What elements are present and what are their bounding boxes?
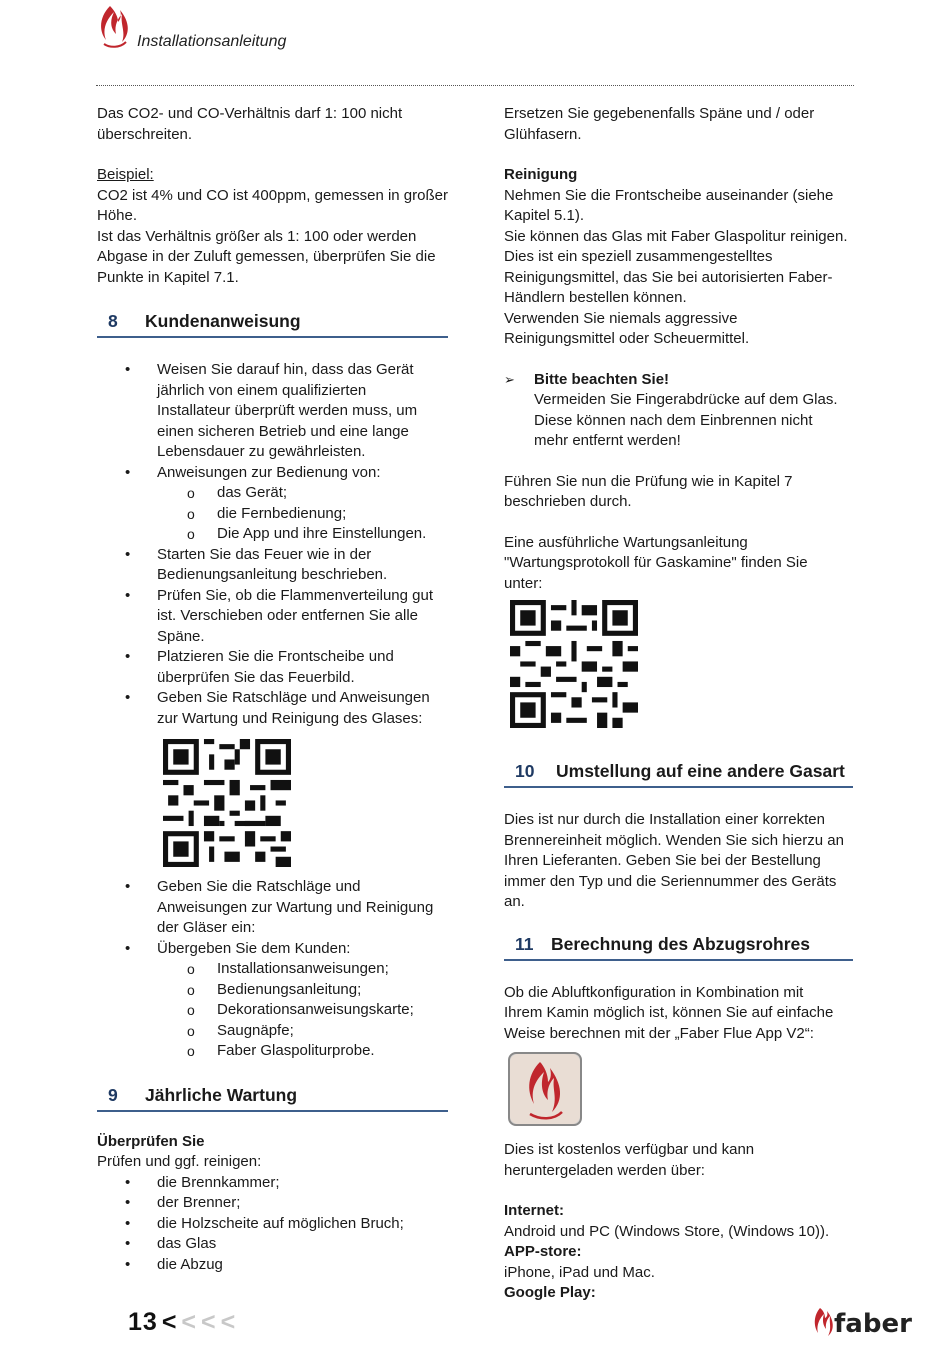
- chevron-left-icon: <: [220, 1308, 237, 1336]
- sub-list-item: o Saugnäpfe;: [157, 1021, 457, 1042]
- qr-code-maintenance-protocol[interactable]: [510, 600, 638, 728]
- cleaning-line: Reinigungsmittel, das Sie bei autorisierten Faber-: [504, 268, 833, 286]
- gas-change-line: an.: [504, 893, 525, 910]
- test-line: Führen Sie nun die Prüfung wie in Kapitel 7: [504, 472, 793, 490]
- intro-line: Das CO2- und CO-Verhältnis darf 1: 100 nicht: [97, 105, 403, 122]
- chevron-left-icon: <: [201, 1308, 217, 1336]
- flue-calc-line: Ob die Abluftkonfiguration in Kombination mit: [504, 983, 804, 1001]
- googleplay-label: Google Play:: [504, 1284, 596, 1301]
- faber-flame-logo-icon: [96, 4, 132, 50]
- page-number: 13 < < < <: [128, 1308, 237, 1336]
- list-item: • die Brennkammer;: [97, 1173, 457, 1194]
- cleaning-label: Reinigung: [504, 166, 578, 183]
- section-heading-9: 9 Jährliche Wartung: [97, 1084, 448, 1112]
- internet-text: Android und PC (Windows Store, (Windows 10)).: [504, 1222, 830, 1240]
- sub-list: [157, 959, 457, 1062]
- appstore-label: APP-store:: [504, 1243, 582, 1260]
- list-item: • die Abzug: [97, 1255, 457, 1276]
- list-item: • Geben Sie Ratschläge und Anweisungen zur Wartung und Reinigung des Glases:: [97, 688, 457, 729]
- check-list: [97, 1173, 457, 1276]
- flame-icon: [815, 1308, 833, 1336]
- list-item: • Weisen Sie darauf hin, dass das Gerät jährlich von einem qualifizierten Installateur überprüft werden muss, um einen sicheren Betrieb und eine lange Lebensdauer zu gewährleisten.: [97, 360, 457, 463]
- left-column: [97, 104, 457, 1275]
- example-line: CO2 ist 4% und CO ist 400ppm, gemessen in großer: [97, 186, 448, 204]
- section-heading-10: 10 Umstellung auf eine andere Gasart: [504, 760, 853, 788]
- appstore-text: iPhone, iPad und Mac.: [504, 1263, 655, 1281]
- brand-wordmark: faber: [834, 1309, 912, 1339]
- header-title: Installationsanleitung: [137, 33, 287, 50]
- list-item: • das Glas: [97, 1234, 457, 1255]
- download-line: heruntergeladen werden über:: [504, 1161, 705, 1179]
- list-item: • Platzieren Sie die Frontscheibe und überprüfen Sie das Feuerbild.: [97, 647, 457, 688]
- manual-line: Eine ausführliche Wartungsanleitung: [504, 533, 748, 551]
- list-item: • Geben Sie die Ratschläge und Anweisungen zur Wartung und Reinigung der Gläser ein:: [97, 877, 457, 939]
- example-line: Abgase in der Zuluft gemessen, überprüfen Sie die: [97, 248, 436, 265]
- internet-label: Internet:: [504, 1202, 564, 1219]
- replace-line: Glühfasern.: [504, 125, 582, 143]
- sub-list-item: o Bedienungsanleitung;: [157, 980, 457, 1001]
- sub-list-item: o Dekorationsanweisungskarte;: [157, 1000, 457, 1021]
- cleaning-line: Nehmen Sie die Frontscheibe auseinander (siehe: [504, 186, 834, 204]
- list-item: • der Brenner;: [97, 1193, 457, 1214]
- sub-list-item: o das Gerät;: [157, 483, 457, 504]
- example-line: Höhe.: [97, 207, 138, 224]
- qr-code-glass-care[interactable]: [163, 739, 291, 867]
- intro-line: überschreiten.: [97, 125, 193, 143]
- check-intro: Prüfen und ggf. reinigen:: [97, 1153, 262, 1170]
- customer-instructions-list: [97, 360, 457, 729]
- flue-calc-line: Weise berechnen mit der „Faber Flue App V2“:: [504, 1024, 814, 1042]
- gas-change-line: Ihren Lieferanten. Geben Sie bei der Bestellung: [504, 852, 821, 869]
- customer-instructions-list-cont: [97, 877, 457, 1062]
- sub-list-item: o die Fernbedienung;: [157, 504, 457, 525]
- chevron-left-icon: <: [181, 1308, 198, 1336]
- check-label: Überprüfen Sie: [97, 1132, 205, 1150]
- cleaning-line: Händlern bestellen können.: [504, 289, 687, 306]
- sub-list-item: o Installationsanweisungen;: [157, 959, 457, 980]
- arrow-bullet-icon: ➢: [504, 371, 515, 387]
- gas-change-line: Brennereinheit möglich. Wenden Sie sich hierzu an: [504, 831, 844, 849]
- section-heading-8: 8 Kundenanweisung: [97, 310, 448, 338]
- list-item: • die Holzscheite auf möglichen Bruch;: [97, 1214, 457, 1235]
- cleaning-line: Dies ist ein speziell zusammengestelltes: [504, 248, 773, 265]
- cleaning-line: Kapitel 5.1).: [504, 207, 585, 224]
- faber-flue-app-icon[interactable]: [508, 1052, 582, 1126]
- section-heading-11: 11 Berechnung des Abzugsrohres: [504, 933, 853, 961]
- test-line: beschrieben durch.: [504, 493, 632, 510]
- replace-line: Ersetzen Sie gegebenenfalls Späne und / oder: [504, 105, 815, 122]
- manual-line: "Wartungsprotokoll für Gaskamine" finden Sie: [504, 554, 808, 571]
- chevron-left-icon: <: [161, 1308, 178, 1336]
- sub-list-item: o Die App und ihre Einstellungen.: [157, 524, 457, 545]
- right-column: [504, 104, 856, 1304]
- cleaning-line: Sie können das Glas mit Faber Glaspolitur reinigen.: [504, 227, 848, 245]
- manual-line: unter:: [504, 574, 543, 592]
- note-label: Bitte beachten Sie!: [534, 370, 670, 388]
- note-block: ➢ Bitte beachten Sie! Vermeiden Sie Fingerabdrücke auf dem Glas. Diese können nach dem Einbrennen nicht mehr entfernt werden!: [504, 370, 856, 452]
- flue-calc-line: Ihrem Kamin möglich ist, können Sie auf einfache: [504, 1004, 834, 1021]
- cleaning-line: Verwenden Sie niemals aggressive: [504, 309, 738, 327]
- sub-list: [157, 483, 457, 545]
- example-line: Ist das Verhältnis größer als 1: 100 oder werden: [97, 227, 417, 245]
- list-item: • Starten Sie das Feuer wie in der Bedienungsanleitung beschrieben.: [97, 545, 457, 586]
- download-line: Dies ist kostenlos verfügbar und kann: [504, 1141, 755, 1158]
- gas-change-line: Dies ist nur durch die Installation einer korrekten: [504, 811, 825, 828]
- sub-list-item: o Faber Glaspoliturprobe.: [157, 1041, 457, 1062]
- list-item: • Übergeben Sie dem Kunden: o Installationsanweisungen; o Bedienungsanleitung; o Dekorationsanweisungskarte; o Saugnäpfe; o Faber Glaspoliturprobe.: [97, 939, 457, 1062]
- example-line: Punkte in Kapitel 7.1.: [97, 268, 239, 286]
- faber-brand-logo: [812, 1305, 912, 1339]
- list-item: • Prüfen Sie, ob die Flammenverteilung gut ist. Verschieben oder entfernen Sie alle Späne.: [97, 586, 457, 648]
- gas-change-line: immer den Typ und die Seriennummer des Geräts: [504, 872, 837, 890]
- list-item: • Anweisungen zur Bedienung von: o das Gerät; o die Fernbedienung; o Die App und ihre Einstellungen.: [97, 463, 457, 545]
- header-divider: [96, 85, 854, 86]
- example-label: Beispiel:: [97, 166, 154, 183]
- cleaning-line: Reinigungsmittel oder Scheuermittel.: [504, 330, 750, 347]
